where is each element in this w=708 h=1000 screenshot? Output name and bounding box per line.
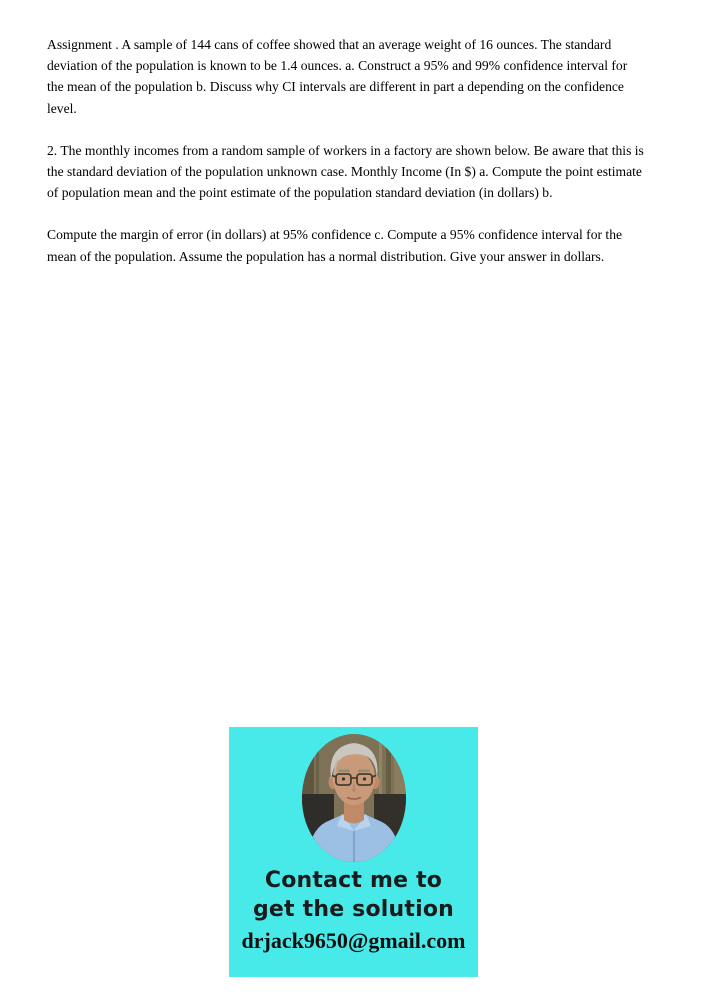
promo-email: drjack9650@gmail.com (241, 928, 466, 953)
assignment-paragraph-1: Assignment . A sample of 144 cans of coffee showed that an average weight of 16 ounces. The standard deviation of the population is known to be 1.4 ounces. a. Construct a 95% and 99% confidence interval for the mean of the population b. Discuss why CI intervals are different in part a depending on the confidence level. (47, 37, 628, 116)
promo-heading (253, 866, 454, 924)
promo-heading-line1: Contact me to (264, 868, 443, 893)
assignment-text (47, 34, 645, 288)
assignment-paragraph-2: 2. The monthly incomes from a random sample of workers in a factory are shown below. Be aware that this is the standard deviation of the population unknown case. Monthly Income (In $) a. Compute the point estimate of population mean and the point estimate of the population standard deviation (in dollars) b. (47, 142, 644, 201)
contact-promo-card (229, 727, 478, 977)
promo-heading-line2: get the solution (252, 897, 455, 922)
assignment-paragraph-3: Compute the margin of error (in dollars) at 95% confidence c. Compute a 95% confidence interval for the mean of the population. Assume the population has a normal distribution. Give your answer in dollars. (47, 227, 623, 264)
tutor-avatar-photo (302, 734, 406, 862)
